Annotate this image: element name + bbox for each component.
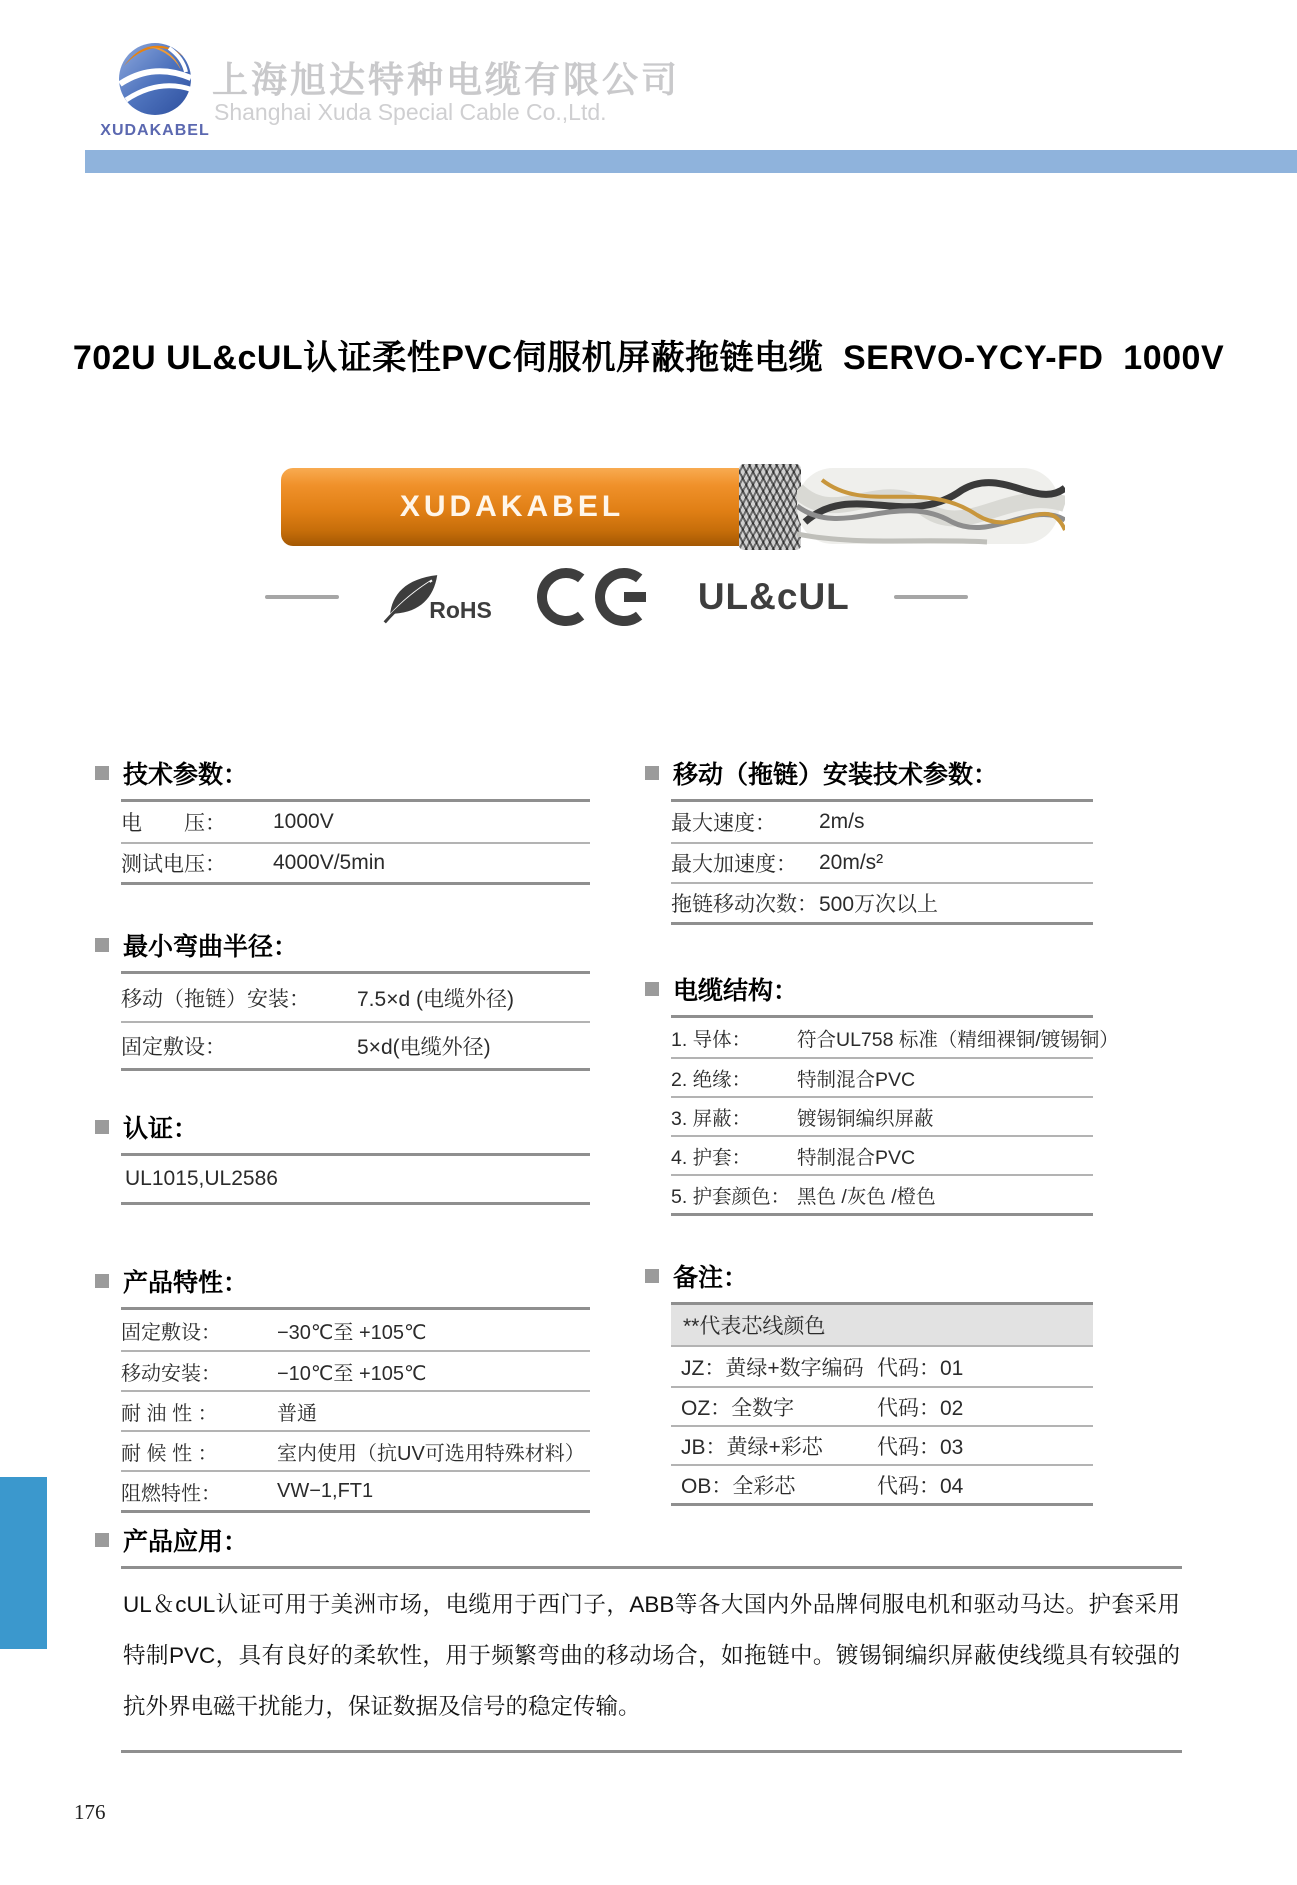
section-min-bend-radius [95,929,590,1071]
remarks-table-header: **代表芯线颜色 [671,1305,1093,1347]
row-label: 5. 护套颜色： [671,1185,791,1208]
section-title: 产品应用： [123,1528,249,1556]
logo-wordmark: XUDAKABEL [100,122,210,139]
table-row [671,1464,1093,1503]
row-value: 500万次以上 [819,893,939,916]
table-row [121,1430,590,1470]
section-title: 备注： [673,1264,749,1292]
section-header [95,1111,590,1143]
square-bullet-icon [95,1533,109,1547]
table-row [671,842,1093,882]
row-code: 代码：01 [877,1356,964,1380]
row-label: JZ：黄绿+数字编码 [681,1356,864,1380]
section-cable-structure [645,973,1119,1216]
section-header [645,757,1093,789]
cable-braid-shield [739,464,801,550]
table-row [671,1018,1119,1057]
row-label: 阻燃特性： [121,1482,221,1505]
row-label: OB：全彩芯 [681,1474,796,1498]
table-row [671,802,1093,842]
company-logo [100,32,210,140]
row-label: 拖链移动次数： [671,893,818,916]
row-value: 室内使用（抗UV可选用特殊材料） [277,1442,585,1465]
square-bullet-icon [645,982,659,996]
spec-table [121,971,590,1071]
section-title: 最小弯曲半径： [123,933,299,961]
row-value: 镀锡铜编织屏蔽 [797,1107,934,1130]
row-label: 移动安装： [121,1362,221,1385]
page-edge-tab [0,1477,47,1649]
section-title: 产品特性： [123,1269,249,1297]
table-row [121,1350,590,1390]
row-code: 代码：04 [877,1474,964,1498]
application-text: UL＆cUL认证可用于美洲市场，电缆用于西门子，ABB等各大国内外品牌伺服电机和驱动马达。护套采用特制PVC，具有良好的柔软性，用于频繁弯曲的移动场合，如拖链中。镀锡铜编织屏蔽使线缆具有较强的抗外界电磁干扰能力，保证数据及信号的稳定传输。 [123,1592,1180,1719]
page-number: 176 [74,1800,106,1824]
section-tech-params [95,757,590,885]
company-name-en: Shanghai Xuda Special Cable Co.,Ltd. [214,99,607,125]
square-bullet-icon [95,766,109,780]
right-spec-column [645,757,1119,1506]
square-bullet-icon [95,1120,109,1134]
section-header [645,973,1093,1005]
row-label: 测试电压： [121,853,226,876]
application-text-block [121,1566,1182,1753]
cable-jacket [281,468,743,546]
left-spec-column [95,757,590,1513]
section-product-application [95,1524,1182,1753]
right-dash [894,595,968,599]
row-label: 固定敷设： [121,1035,226,1059]
square-bullet-icon [645,766,659,780]
row-label: 最大速度： [671,812,776,835]
row-value: 7.5×d (电缆外径) [357,987,514,1011]
row-value: 20m/s² [819,851,884,874]
row-label: 最大加速度： [671,853,797,876]
row-label: 固定敷设： [121,1321,221,1344]
row-label: 3. 屏蔽： [671,1107,752,1130]
table-row [121,1156,590,1202]
table-row [121,1310,590,1350]
square-bullet-icon [95,1274,109,1288]
logo-globe-icon [111,32,199,120]
section-header [95,757,590,789]
table-row [671,1347,1093,1386]
table-row [121,1390,590,1430]
spec-table [121,1307,590,1513]
row-value: −10℃至 +105℃ [277,1362,427,1385]
header-divider-bar [85,150,1297,173]
spec-table [121,1153,590,1205]
row-value: 4000V/5min [273,851,386,874]
row-label: 电 压： [121,812,226,835]
table-row [671,1096,1093,1135]
cable-jacket-label: XUDAKABEL [399,490,625,523]
row-value: 特制混合PVC [797,1146,916,1169]
row-value: VW−1,FT1 [277,1479,374,1502]
row-value: 1000V [273,810,334,833]
spec-table [671,1015,1119,1216]
row-label: 4. 护套： [671,1146,752,1169]
row-value: 符合UL758 标准（精细裸铜/镀锡铜） [797,1028,1119,1051]
section-remarks [645,1260,1093,1506]
rohs-label: RoHS [429,597,492,623]
row-value: UL1015,UL2586 [125,1167,278,1190]
row-label: OZ：全数字 [681,1396,795,1420]
certification-row [0,562,1233,632]
square-bullet-icon [95,938,109,952]
section-title: 技术参数： [123,761,249,789]
section-title: 电缆结构： [673,977,799,1005]
table-row [121,842,590,882]
table-row [671,1425,1093,1464]
row-code: 代码：02 [877,1396,964,1420]
cable-wires [797,460,1065,554]
section-header [95,929,590,961]
table-row [671,1135,1093,1174]
table-row [121,802,590,842]
row-label: 移动（拖链）安装： [121,987,310,1011]
company-name-cn: 上海旭达特种电缆有限公司 [212,59,681,100]
table-row [671,1057,1093,1096]
section-title: 移动（拖链）安装技术参数： [673,761,999,789]
table-row [121,974,590,1021]
cable-product-image [281,452,1063,556]
row-label: 1. 导体： [671,1028,752,1051]
section-product-features [95,1265,590,1513]
spec-table [671,799,1093,925]
remarks-table [671,1302,1093,1506]
row-value: 黑色 /灰色 /橙色 [797,1185,936,1208]
row-value: 特制混合PVC [797,1068,916,1091]
row-value: 普通 [277,1402,317,1425]
row-value: 5×d(电缆外径) [357,1035,491,1059]
ulcul-label: UL&cUL [697,576,850,617]
row-value: 2m/s [819,810,865,833]
row-code: 代码：03 [877,1435,964,1459]
square-bullet-icon [645,1269,659,1283]
section-header [95,1524,1182,1556]
rohs-mark [383,570,492,624]
table-row [671,1174,1093,1213]
row-label: 耐 油 性 ： [121,1402,218,1425]
table-row [121,1021,590,1068]
row-label: JB：黄绿+彩芯 [681,1435,823,1459]
row-label: 耐 候 性 ： [121,1442,218,1465]
table-row [671,882,1093,922]
table-row [121,1470,590,1510]
left-dash [265,595,339,599]
section-header [645,1260,1093,1292]
table-row [671,1386,1093,1425]
spec-table [121,799,590,885]
section-title: 认证： [123,1115,199,1143]
ce-mark-icon [536,566,654,628]
section-mobile-install-params [645,757,1093,925]
row-value: −30℃至 +105℃ [277,1321,427,1344]
section-header [95,1265,590,1297]
section-certification [95,1111,590,1205]
row-label: 2. 绝缘： [671,1068,752,1091]
product-title: 702U UL&cUL认证柔性PVC伺服机屏蔽拖链电缆 SERVO-YCY-FD 1000V [72,339,1225,377]
